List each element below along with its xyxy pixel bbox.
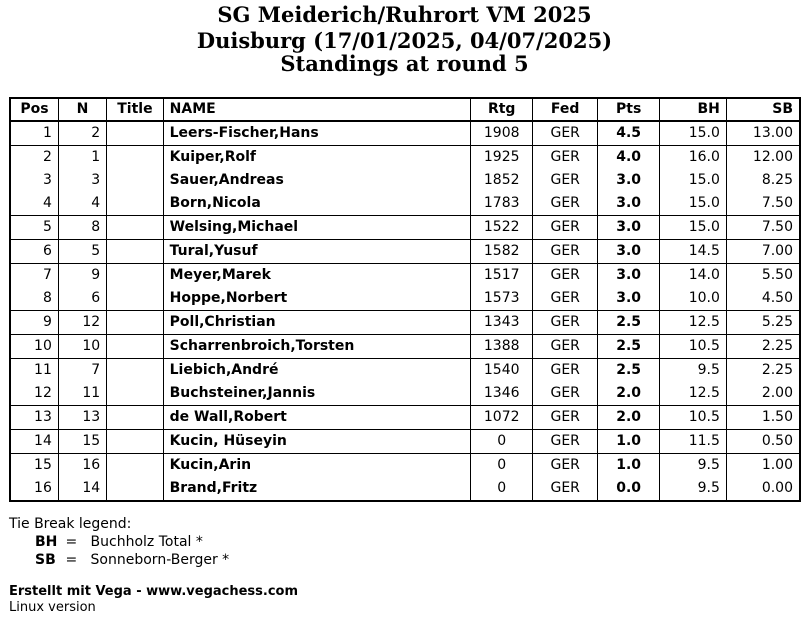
cell-rating: 1783 xyxy=(470,192,532,216)
cell-player-name: de Wall,Robert xyxy=(163,406,470,430)
cell-pos: 4 xyxy=(10,192,58,216)
cell-points: 3.0 xyxy=(597,192,659,216)
col-header-bh: BH xyxy=(660,98,727,121)
tournament-title: SG Meiderich/Ruhrort VM 2025 xyxy=(217,2,592,27)
table-row xyxy=(10,454,800,478)
cell-player-name: Hoppe,Norbert xyxy=(163,287,470,311)
cell-start-number: 6 xyxy=(58,287,106,311)
legend-item-sb xyxy=(9,551,229,569)
cell-buchholz: 15.0 xyxy=(660,121,727,146)
cell-title xyxy=(107,216,163,240)
cell-start-number: 3 xyxy=(58,169,106,192)
cell-player-name: Sauer,Andreas xyxy=(163,169,470,192)
cell-start-number: 15 xyxy=(58,430,106,454)
standings-round-heading: Standings at round 5 xyxy=(280,51,529,76)
cell-title xyxy=(107,146,163,170)
cell-player-name: Kuiper,Rolf xyxy=(163,146,470,170)
col-header-n: N xyxy=(58,98,106,121)
cell-points: 2.5 xyxy=(597,311,659,335)
cell-points: 2.5 xyxy=(597,359,659,383)
cell-title xyxy=(107,121,163,146)
cell-title xyxy=(107,477,163,501)
cell-title xyxy=(107,287,163,311)
cell-start-number: 10 xyxy=(58,335,106,359)
cell-points: 2.0 xyxy=(597,406,659,430)
cell-points: 2.0 xyxy=(597,382,659,406)
cell-start-number: 13 xyxy=(58,406,106,430)
table-row xyxy=(10,311,800,335)
cell-buchholz: 9.5 xyxy=(660,477,727,501)
cell-sonneborn-berger: 2.25 xyxy=(726,359,800,383)
cell-buchholz: 12.5 xyxy=(660,382,727,406)
cell-buchholz: 10.5 xyxy=(660,335,727,359)
legend-desc: Sonneborn-Berger * xyxy=(90,552,230,568)
cell-sonneborn-berger: 7.00 xyxy=(726,240,800,264)
cell-sonneborn-berger: 12.00 xyxy=(726,146,800,170)
cell-pos: 6 xyxy=(10,240,58,264)
cell-start-number: 2 xyxy=(58,121,106,146)
table-row xyxy=(10,406,800,430)
cell-pos: 7 xyxy=(42,267,52,283)
cell-rating: 0 xyxy=(470,454,532,478)
cell-rating: 1517 xyxy=(470,264,532,288)
cell-title xyxy=(107,240,163,264)
cell-points: 3.0 xyxy=(597,169,659,192)
cell-player-name: Scharrenbroich,Torsten xyxy=(163,335,470,359)
cell-player-name: Leers-Fischer,Hans xyxy=(163,121,470,146)
cell-points: 0.0 xyxy=(597,477,659,501)
cell-player-name: Tural,Yusuf xyxy=(163,240,470,264)
col-header-name: NAME xyxy=(163,98,470,121)
cell-rating: 1343 xyxy=(470,311,532,335)
cell-player-name: Liebich,André xyxy=(163,359,470,383)
cell-title xyxy=(107,264,163,288)
cell-player-name: Born,Nicola xyxy=(163,192,470,216)
cell-federation: GER xyxy=(533,454,597,478)
cell-points: 1.0 xyxy=(597,454,659,478)
cell-rating: 0 xyxy=(470,430,532,454)
legend-abbr: SB xyxy=(35,552,56,568)
cell-federation: GER xyxy=(533,382,597,406)
footer xyxy=(9,584,298,616)
cell-title xyxy=(107,359,163,383)
cell-player-name: Kucin,Arin xyxy=(163,454,470,478)
col-header-pos: Pos xyxy=(10,98,58,121)
cell-federation: GER xyxy=(533,121,597,146)
table-row xyxy=(10,240,800,264)
cell-sonneborn-berger: 13.00 xyxy=(726,121,800,146)
cell-player-name: Meyer,Marek xyxy=(163,264,470,288)
table-row xyxy=(10,264,800,288)
col-header-pts: Pts xyxy=(597,98,659,121)
cell-rating: 1388 xyxy=(470,335,532,359)
cell-player-name: Buchsteiner,Jannis xyxy=(163,382,470,406)
cell-start-number: 9 xyxy=(58,264,106,288)
legend-desc: Buchholz Total * xyxy=(90,534,203,550)
cell-pos: 9 xyxy=(10,311,58,335)
cell-pos: 8 xyxy=(10,287,58,311)
table-row xyxy=(10,146,800,170)
legend-sep: = xyxy=(65,552,78,568)
legend-heading: Tie Break legend: xyxy=(9,516,132,532)
cell-buchholz: 9.5 xyxy=(660,359,727,383)
cell-buchholz: 12.5 xyxy=(660,311,727,335)
cell-federation: GER xyxy=(533,216,597,240)
standings-table xyxy=(9,97,801,502)
legend-sep: = xyxy=(65,534,78,550)
cell-pos: 3 xyxy=(42,172,52,188)
cell-federation: GER xyxy=(533,406,597,430)
cell-rating: 1540 xyxy=(470,359,532,383)
cell-buchholz: 14.0 xyxy=(660,264,727,288)
table-row xyxy=(10,477,800,501)
cell-federation: GER xyxy=(533,146,597,170)
cell-sonneborn-berger: 8.25 xyxy=(726,169,800,192)
cell-pos: 11 xyxy=(34,362,52,378)
cell-pos: 13 xyxy=(10,406,58,430)
table-row xyxy=(10,121,800,146)
cell-buchholz: 11.5 xyxy=(660,430,727,454)
col-header-fed: Fed xyxy=(533,98,597,121)
cell-sonneborn-berger: 5.50 xyxy=(726,264,800,288)
cell-federation: GER xyxy=(533,169,597,192)
cell-title xyxy=(107,406,163,430)
cell-federation: GER xyxy=(533,359,597,383)
cell-pos: 5 xyxy=(10,216,58,240)
table-row xyxy=(10,216,800,240)
cell-sonneborn-berger: 2.00 xyxy=(726,382,800,406)
cell-pos: 14 xyxy=(10,430,58,454)
cell-sonneborn-berger: 0.00 xyxy=(726,477,800,501)
standings-body xyxy=(10,121,800,501)
cell-start-number: 12 xyxy=(58,311,106,335)
table-row xyxy=(10,287,800,311)
cell-federation: GER xyxy=(533,311,597,335)
cell-federation: GER xyxy=(533,240,597,264)
cell-pos: 16 xyxy=(34,480,52,496)
cell-rating: 1852 xyxy=(470,169,532,192)
cell-start-number: 8 xyxy=(58,216,106,240)
cell-rating: 1582 xyxy=(470,240,532,264)
cell-player-name: Poll,Christian xyxy=(163,311,470,335)
cell-federation: GER xyxy=(533,287,597,311)
col-header-title: Title xyxy=(107,98,163,121)
cell-pos: 10 xyxy=(10,335,58,359)
cell-title xyxy=(107,430,163,454)
cell-start-number: 16 xyxy=(58,454,106,478)
cell-federation: GER xyxy=(533,264,597,288)
table-row xyxy=(10,335,800,359)
cell-rating: 1925 xyxy=(470,146,532,170)
cell-rating: 1573 xyxy=(470,287,532,311)
cell-sonneborn-berger: 2.25 xyxy=(726,335,800,359)
table-row xyxy=(10,359,800,383)
cell-start-number: 7 xyxy=(58,359,106,383)
cell-title xyxy=(107,335,163,359)
table-row xyxy=(10,169,800,192)
cell-pos: 12 xyxy=(10,382,58,406)
cell-buchholz: 15.0 xyxy=(660,192,727,216)
cell-points: 3.0 xyxy=(597,216,659,240)
legend-abbr: BH xyxy=(35,534,58,550)
col-header-rtg: Rtg xyxy=(470,98,532,121)
tournament-location-dates: Duisburg (17/01/2025, 04/07/2025) xyxy=(196,28,613,53)
cell-sonneborn-berger: 4.50 xyxy=(726,287,800,311)
cell-buchholz: 9.5 xyxy=(660,454,727,478)
cell-player-name: Brand,Fritz xyxy=(163,477,470,501)
cell-points: 4.5 xyxy=(597,121,659,146)
footer-credit: Erstellt mit Vega - www.vegachess.com xyxy=(9,584,299,599)
cell-player-name: Welsing,Michael xyxy=(163,216,470,240)
cell-sonneborn-berger: 5.25 xyxy=(726,311,800,335)
cell-buchholz: 10.5 xyxy=(660,406,727,430)
cell-title xyxy=(107,169,163,192)
legend-item-bh xyxy=(9,533,229,551)
cell-pos: 2 xyxy=(42,149,52,165)
cell-rating: 1522 xyxy=(470,216,532,240)
cell-sonneborn-berger: 1.00 xyxy=(726,454,800,478)
cell-buchholz: 14.5 xyxy=(660,240,727,264)
cell-federation: GER xyxy=(533,430,597,454)
cell-pos: 1 xyxy=(10,121,58,146)
cell-title xyxy=(107,192,163,216)
cell-sonneborn-berger: 7.50 xyxy=(726,216,800,240)
cell-rating: 0 xyxy=(470,477,532,501)
cell-federation: GER xyxy=(533,335,597,359)
col-header-sb: SB xyxy=(726,98,800,121)
cell-federation: GER xyxy=(533,192,597,216)
cell-player-name: Kucin, Hüseyin xyxy=(163,430,470,454)
cell-start-number: 14 xyxy=(58,477,106,501)
cell-points: 2.5 xyxy=(597,335,659,359)
cell-title xyxy=(107,311,163,335)
cell-points: 3.0 xyxy=(597,240,659,264)
cell-sonneborn-berger: 0.50 xyxy=(726,430,800,454)
cell-rating: 1346 xyxy=(470,382,532,406)
cell-sonneborn-berger: 7.50 xyxy=(726,192,800,216)
cell-buchholz: 10.0 xyxy=(660,287,727,311)
cell-start-number: 4 xyxy=(58,192,106,216)
cell-buchholz: 15.0 xyxy=(660,169,727,192)
table-row xyxy=(10,382,800,406)
cell-points: 1.0 xyxy=(597,430,659,454)
table-row xyxy=(10,430,800,454)
cell-title xyxy=(107,382,163,406)
table-header-row xyxy=(10,98,800,121)
cell-start-number: 5 xyxy=(58,240,106,264)
cell-start-number: 1 xyxy=(58,146,106,170)
cell-points: 3.0 xyxy=(597,264,659,288)
cell-points: 4.0 xyxy=(597,146,659,170)
cell-buchholz: 15.0 xyxy=(660,216,727,240)
cell-buchholz: 16.0 xyxy=(660,146,727,170)
tiebreak-legend xyxy=(9,515,229,569)
cell-rating: 1908 xyxy=(470,121,532,146)
cell-pos: 15 xyxy=(34,457,52,473)
cell-rating: 1072 xyxy=(470,406,532,430)
footer-version: Linux version xyxy=(9,600,96,615)
cell-federation: GER xyxy=(533,477,597,501)
cell-start-number: 11 xyxy=(58,382,106,406)
cell-sonneborn-berger: 1.50 xyxy=(726,406,800,430)
cell-points: 3.0 xyxy=(597,287,659,311)
cell-title xyxy=(107,454,163,478)
table-row xyxy=(10,192,800,216)
